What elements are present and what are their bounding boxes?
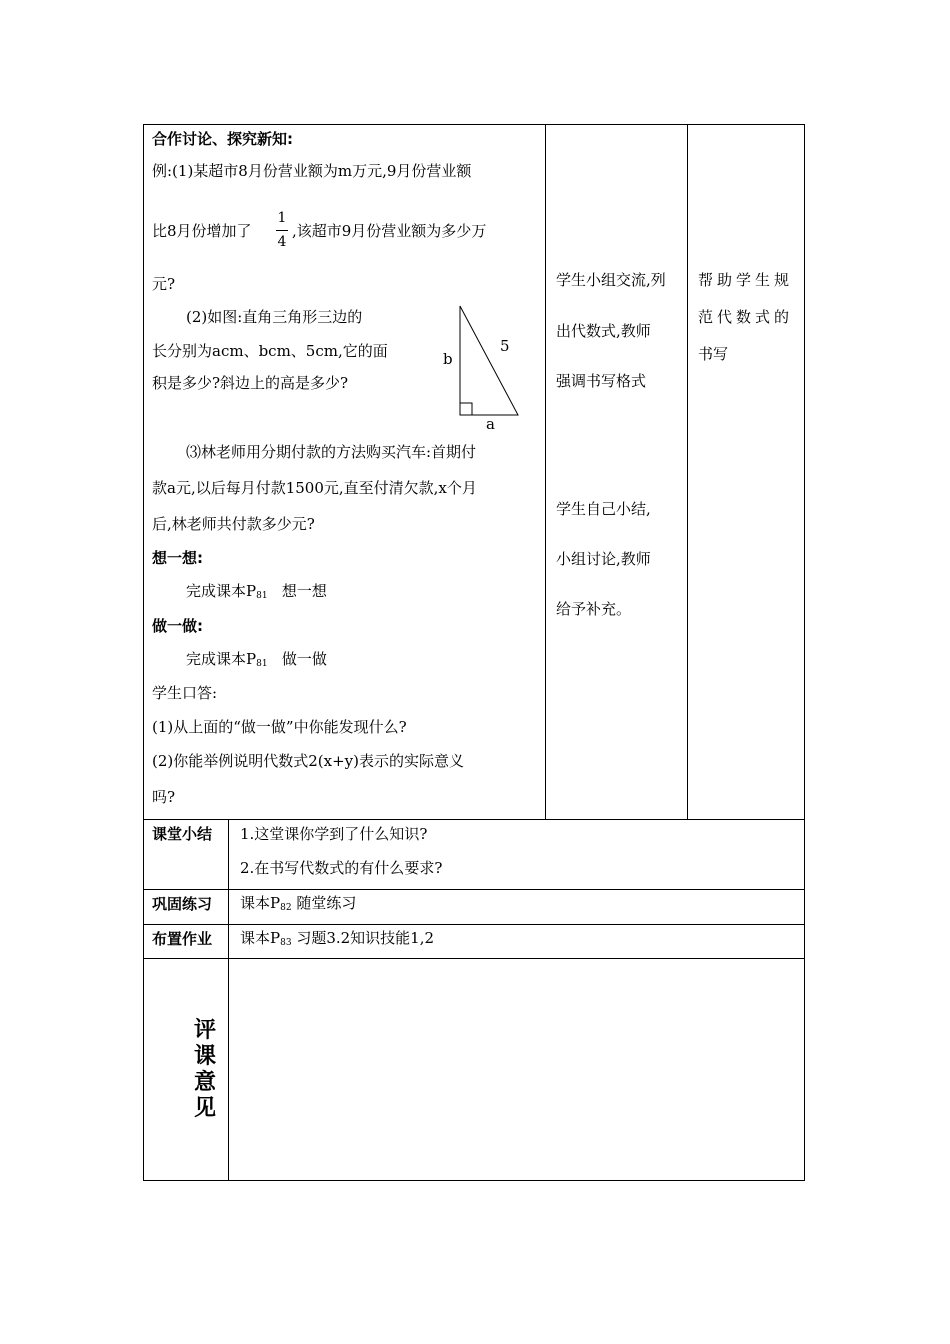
row-divider-2 (143, 889, 805, 890)
example2-line2: 长分别为acm、bcm、5cm,它的面 (152, 342, 388, 360)
triangle-label-a: a (486, 415, 495, 433)
student-activity-line2: 出代数式,教师 (556, 322, 651, 340)
example1-line2-b: ,该超市9月份营业额为多少万 (292, 222, 487, 240)
think-heading: 想一想: (152, 549, 203, 567)
review-char-1: 评 (194, 1018, 217, 1043)
table-right-border (804, 124, 805, 1181)
intent-line1: 帮助学生规 (698, 271, 794, 289)
student-activity-line4: 学生自己小结, (556, 500, 651, 518)
student-activity-line3: 强调书写格式 (556, 372, 647, 390)
row-divider-1 (143, 819, 805, 820)
practice-text (240, 894, 356, 917)
example3-line1: ⑶林老师用分期付款的方法购买汽车:首期付 (186, 443, 477, 461)
practice-label: 巩固练习 (152, 895, 213, 913)
triangle-label-b: b (443, 350, 453, 368)
review-label-vertical (194, 1018, 224, 1122)
do-heading: 做一做: (152, 617, 203, 635)
question-1: (1)从上面的“做一做”中你能发现什么? (152, 718, 407, 736)
intent-line2: 范代数式的 (698, 308, 794, 326)
homework-text-a: 课本P (240, 929, 281, 947)
do-text-after: 做一做 (281, 650, 327, 668)
example1-line2-a: 比8月份增加了 (152, 222, 252, 240)
summary-label: 课堂小结 (152, 825, 213, 843)
do-text-main: 完成课本P (186, 650, 257, 668)
example3-line2: 款a元,以后每月付款1500元,直至付清欠款,x个月 (152, 479, 477, 497)
fraction-bar (276, 230, 288, 231)
intent-line3: 书写 (698, 345, 729, 363)
homework-label: 布置作业 (152, 930, 213, 948)
fraction-numerator: 1 (277, 210, 287, 226)
practice-text-a: 课本P (240, 894, 281, 912)
review-char-3: 意 (194, 1070, 217, 1095)
fraction-denominator: 4 (277, 234, 287, 250)
example2-line1: (2)如图:直角三角形三边的 (186, 308, 363, 326)
right-angle-mark (460, 403, 472, 415)
oral-answer-label: 学生口答: (152, 684, 218, 702)
think-page-sub: 81 (256, 591, 268, 601)
triangle-label-5: 5 (500, 337, 510, 355)
think-text-main: 完成课本P (186, 582, 257, 600)
example1-line3: 元? (152, 275, 176, 293)
review-char-4: 见 (194, 1096, 217, 1121)
col-divider-main (545, 124, 546, 819)
student-activity-line6: 给予补充。 (556, 600, 632, 618)
example1-line1: 例:(1)某超市8月份营业额为m万元,9月份营业额 (152, 162, 472, 180)
right-triangle-figure (440, 300, 530, 432)
review-content-area[interactable] (229, 959, 804, 1180)
homework-page-sub: 83 (280, 938, 292, 948)
student-activity-line1: 学生小组交流,列 (556, 271, 666, 289)
table-top-border (143, 124, 805, 125)
summary-item-1: 1.这堂课你学到了什么知识? (240, 825, 428, 843)
col-divider-intent (687, 124, 688, 819)
do-page-sub: 81 (256, 659, 268, 669)
question-2-cont: 吗? (152, 788, 176, 806)
table-bottom-border (143, 1180, 805, 1181)
triangle-shape (460, 306, 518, 415)
think-text (186, 582, 327, 605)
do-text (186, 650, 327, 673)
question-2: (2)你能举例说明代数式2(x+y)表示的实际意义 (152, 752, 464, 770)
table-left-border (143, 124, 144, 1181)
homework-text-b: 习题3.2知识技能1,2 (296, 929, 435, 947)
summary-item-2: 2.在书写代数式的有什么要求? (240, 859, 443, 877)
example3-line3: 后,林老师共付款多少元? (152, 515, 315, 533)
row-divider-3 (143, 924, 805, 925)
example2-line3: 积是多少?斜边上的高是多少? (152, 374, 349, 392)
homework-text (240, 929, 434, 952)
section-heading: 合作讨论、探究新知: (152, 130, 293, 148)
think-text-after: 想一想 (281, 582, 327, 600)
review-char-2: 课 (194, 1044, 217, 1069)
practice-text-b: 随堂练习 (296, 894, 357, 912)
student-activity-line5: 小组讨论,教师 (556, 550, 651, 568)
practice-page-sub: 82 (280, 903, 292, 913)
